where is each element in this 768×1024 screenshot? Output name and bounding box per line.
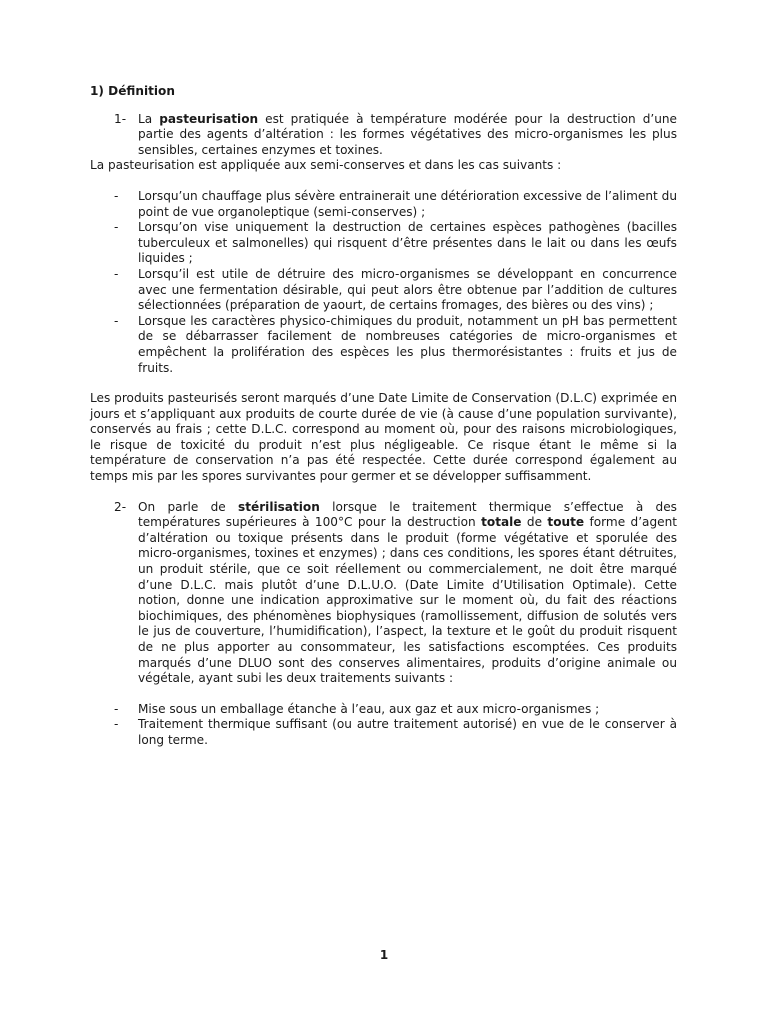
bullet-list-1 — [90, 189, 677, 376]
page-number: 1 — [379, 948, 389, 962]
dash-marker: - — [114, 717, 119, 732]
document-body — [90, 84, 677, 749]
text-run: On parle de — [138, 499, 239, 514]
paragraph-dlc: Les produits pasteurisés seront marqués d’une Date Limite de Conservation (D.L.C) exprimée en jours et s’appliquant aux produits de courte durée de vie (à cause d’une population survivante), conservés au frais ; cette D.L.C. correspond au moment où, pour des raisons microbiologiques, le risque de toxicité du produit n’est plus négligeable. Ce risque étant le même si la température de conservation n’a pas été respectée. Cette durée correspond également au temps mis par les spores survivantes pour germer et se développer suffisamment. — [90, 391, 677, 484]
list-item — [90, 220, 677, 267]
item-text — [138, 112, 677, 159]
dash-marker: - — [114, 701, 119, 716]
bullet-list-2 — [90, 702, 677, 749]
list-item-text: Traitement thermique suffisant (ou autre traitement autorisé) en vue de le conserver à long terme. — [138, 717, 677, 747]
list-item-text: Mise sous un emballage étanche à l’eau, aux gaz et aux micro-organismes ; — [138, 701, 600, 716]
list-item — [90, 314, 677, 376]
text-run: La — [138, 111, 160, 126]
list-item-text: Lorsqu’un chauffage plus sévère entrainerait une détérioration excessive de l’aliment du point de vue organoleptique (semi-conserves) ; — [138, 188, 677, 219]
list-item — [90, 267, 677, 314]
list-item — [90, 702, 677, 718]
list-item-text: Lorsqu’il est utile de détruire des micro-organismes se développant en concurrence avec une fermentation désirable, qui peut alors être obtenue par l’addition de cultures sélectionnées (préparation de yaourt, de certains fromages, des bières ou des vins) ; — [138, 266, 677, 313]
text-run: lorsque le traitement thermique s’effectue à des températures supérieures à 100°C pour la destruction — [138, 499, 677, 530]
section-heading: 1) Définition — [90, 84, 175, 98]
text-run: forme d’agent d’altération ou toxique présents dans le produit (forme végétative et sporulée des micro-organismes, toxines et enzymes) ; dans ces conditions, les spores étant détruites, un produit stérile, que ce soit réellement ou commercialement, ne doit être marqué d’une D.L.C. mais plutôt d’une D.L.U.O. (Date Limite d’Utilisation Optimale). Cette notion, donne une indication approximative sur le moment où, du fait des réactions biochimiques, des phénomènes biophysiques (ramollissement, diffusion de solutés vers le jus de couverture, l’humidification), l’aspect, la texture et le goût du produit risquent de ne plus apporter au consommateur, les satisfactions escomptées. Ces produits marqués d’une DLUO sont des conserves alimentaires, produits d’origine animale ou végétale, ayant subi les deux traitements suivants : — [138, 515, 677, 686]
numbered-item-1 — [114, 112, 677, 159]
list-item — [90, 189, 677, 220]
text-run: de — [521, 515, 548, 530]
list-item-text: Lorsque les caractères physico-chimiques du produit, notamment un pH bas permettent de se débarrasser facilement de nombreuses catégories de micro-organismes et empêchent la prolifération des espèces les plus thermorésistantes : fruits et jus de fruits. — [138, 313, 677, 375]
dash-marker: - — [114, 188, 119, 203]
text-run: est pratiquée à température modérée pour la destruction d’une partie des agents d’altération : les formes végétatives des micro-organismes les plus sensibles, certaines enzymes et toxines. — [138, 111, 677, 157]
item-number: 1- — [114, 111, 127, 126]
dash-marker: - — [114, 266, 119, 281]
dash-marker: - — [114, 220, 119, 235]
list-item — [90, 717, 677, 748]
item-number: 2- — [114, 499, 127, 514]
paragraph-intro: La pasteurisation est appliquée aux semi-conserves et dans les cas suivants : — [90, 158, 562, 173]
bold-term: toute — [547, 515, 585, 530]
numbered-item-2 — [114, 500, 677, 687]
list-item-text: Lorsqu’on vise uniquement la destruction de certaines espèces pathogènes (bacilles tuberculeux et salmonelles) qui risquent d’être présentes dans le lait ou dans les œufs liquides ; — [138, 220, 677, 266]
bold-term: totale — [481, 515, 522, 530]
dash-marker: - — [114, 313, 119, 328]
bold-term: stérilisation — [238, 499, 320, 514]
item-text — [138, 500, 677, 687]
bold-term: pasteurisation — [159, 111, 259, 126]
